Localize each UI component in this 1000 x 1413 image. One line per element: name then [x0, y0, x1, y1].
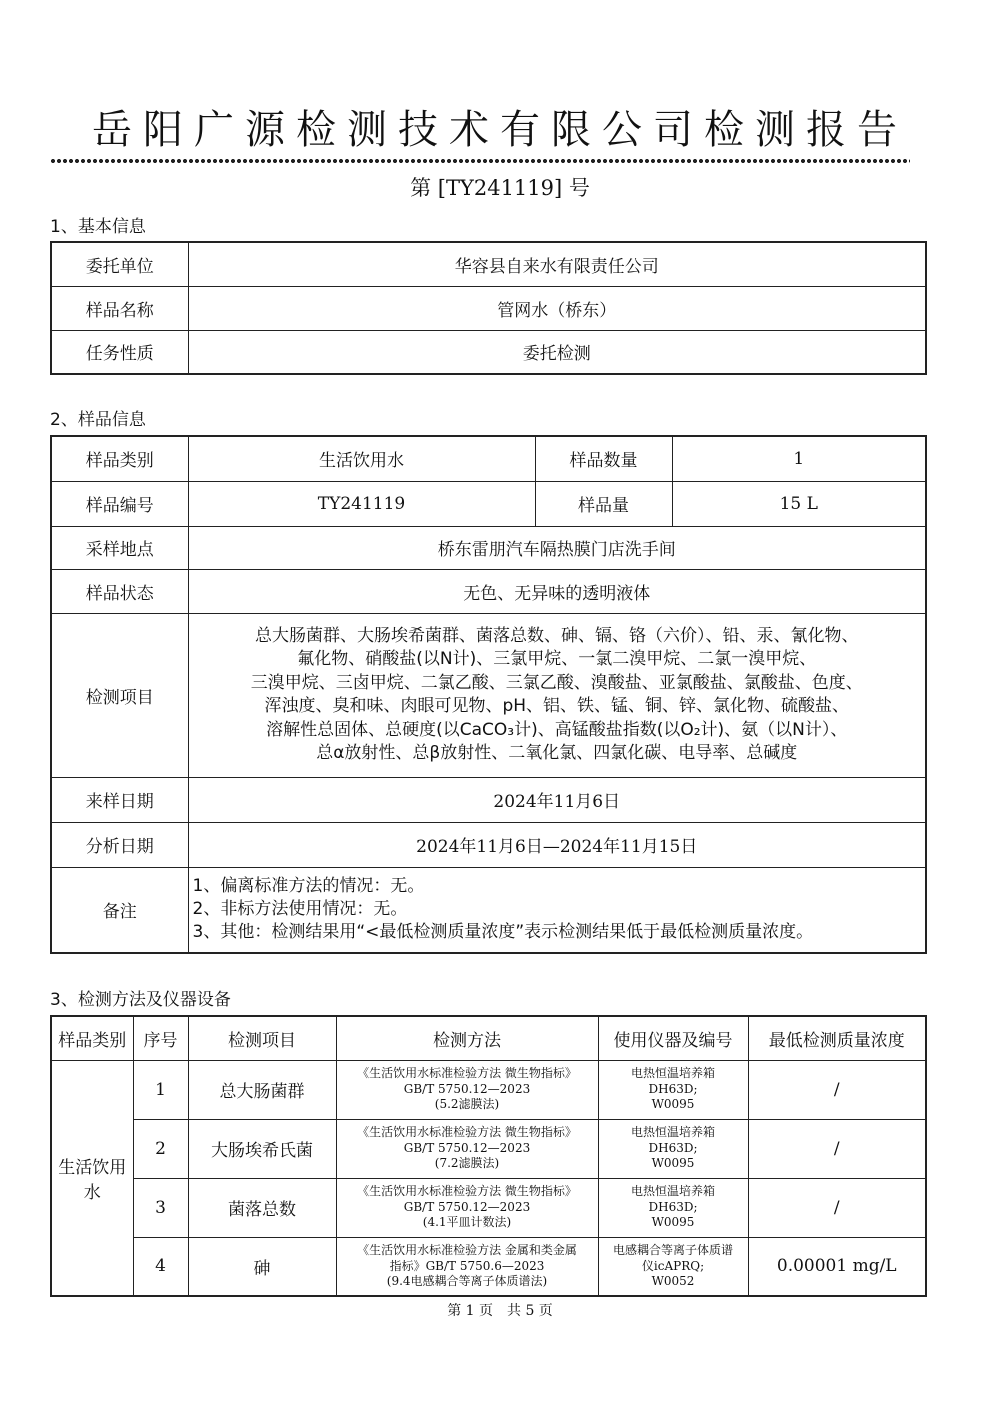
method-line: 指标》GB/T 5750.6—2023	[389, 1258, 545, 1273]
analysis-date-label: 分析日期	[51, 822, 188, 867]
instrument-line: W0095	[651, 1097, 695, 1112]
table-row	[51, 526, 926, 569]
test-items-label: 检测项目	[51, 613, 188, 777]
basic-info-table	[50, 241, 927, 375]
sample-number-value: TY241119	[188, 481, 535, 526]
table-row	[51, 481, 926, 526]
instrument-line: W0052	[651, 1274, 695, 1288]
row-no: 2	[133, 1119, 188, 1178]
row-limit: 0.00001 mg/L	[748, 1237, 926, 1296]
row-method	[336, 1237, 598, 1296]
methods-table	[50, 1015, 927, 1297]
method-line: 《生活饮用水标准检验方法 微生物指标》	[357, 1066, 577, 1081]
row-no: 1	[133, 1060, 188, 1119]
table-row	[51, 569, 926, 613]
remarks-value	[188, 867, 926, 953]
instrument-line: DH63D;	[648, 1140, 698, 1155]
method-line: 《生活饮用水标准检验方法 微生物指标》	[357, 1184, 577, 1199]
section-basic-info-heading: 1、基本信息	[50, 217, 146, 237]
row-instrument	[598, 1119, 748, 1178]
table-header-row	[51, 1016, 926, 1060]
row-no: 4	[133, 1237, 188, 1296]
method-line: (9.4电感耦合等离子体质谱法)	[386, 1274, 548, 1288]
header-no: 序号	[133, 1016, 188, 1060]
row-instrument	[598, 1178, 748, 1237]
row-item: 砷	[188, 1237, 336, 1296]
page-number: 第 1 页 共 5 页	[447, 1303, 553, 1319]
report-title: 岳阳广源检测技术有限公司检测报告	[92, 107, 908, 153]
method-line: GB/T 5750.12—2023	[403, 1140, 531, 1155]
row-method	[336, 1119, 598, 1178]
client-label: 委托单位	[51, 242, 188, 286]
method-sample-category: 生活饮用水	[51, 1060, 133, 1296]
table-row	[51, 1178, 926, 1237]
table-row	[51, 286, 926, 330]
remark-line: 2、非标方法使用情况：无。	[192, 899, 408, 920]
row-item: 总大肠菌群	[188, 1060, 336, 1119]
instrument-line: 电热恒温培养箱	[630, 1125, 715, 1140]
instrument-line: 电感耦合等离子体质谱	[612, 1243, 733, 1257]
test-items-line: 氟化物、硝酸盐(以N计)、三氯甲烷、一氯二溴甲烷、二氯一溴甲烷、	[297, 649, 817, 669]
row-limit: /	[748, 1060, 926, 1119]
test-items-line: 溶解性总固体、总硬度(以CaCO₃计)、高锰酸盐指数(以O₂计)、氨（以N计）、	[266, 719, 848, 740]
sample-amount-label: 样品量	[535, 481, 672, 526]
header-test-method: 检测方法	[336, 1016, 598, 1060]
method-line: (7.2滤膜法)	[434, 1156, 500, 1171]
instrument-line: DH63D;	[648, 1081, 698, 1096]
row-no: 3	[133, 1178, 188, 1237]
method-line: GB/T 5750.12—2023	[403, 1081, 531, 1096]
analysis-date-value: 2024年11月6日—2024年11月15日	[188, 822, 926, 867]
instrument-line: 仪icAPRQ;	[641, 1258, 705, 1273]
received-date-label: 来样日期	[51, 777, 188, 822]
sample-category-value: 生活饮用水	[188, 436, 535, 481]
test-items-line: 总大肠菌群、大肠埃希菌群、菌落总数、砷、镉、铬（六价）、铅、汞、氰化物、	[255, 625, 859, 646]
row-instrument	[598, 1237, 748, 1296]
test-items-line: 浑浊度、臭和味、肉眼可见物、pH、铝、铁、锰、铜、锌、氯化物、硫酸盐、	[264, 696, 850, 716]
sample-amount-value: 15 L	[672, 481, 926, 526]
remark-line: 1、偏离标准方法的情况：无。	[192, 876, 425, 897]
sampling-location-value: 桥东雷朋汽车隔热膜门店洗手间	[188, 526, 926, 569]
table-row	[51, 242, 926, 286]
section-sample-info-heading: 2、样品信息	[50, 410, 146, 430]
table-row	[51, 436, 926, 481]
sample-name-label: 样品名称	[51, 286, 188, 330]
sample-state-value: 无色、无异味的透明液体	[188, 569, 926, 613]
test-items-line: 总α放射性、总β放射性、二氧化氯、四氯化碳、电导率、总碱度	[316, 743, 798, 763]
task-type-label: 任务性质	[51, 330, 188, 374]
received-date-value: 2024年11月6日	[188, 777, 926, 822]
sample-category-label: 样品类别	[51, 436, 188, 481]
header-test-item: 检测项目	[188, 1016, 336, 1060]
test-items-value	[188, 613, 926, 777]
row-method	[336, 1060, 598, 1119]
sample-quantity-value: 1	[672, 436, 926, 481]
row-item: 大肠埃希氏菌	[188, 1119, 336, 1178]
row-instrument	[598, 1060, 748, 1119]
method-line: 《生活饮用水标准检验方法 微生物指标》	[357, 1125, 577, 1140]
table-row	[51, 1237, 926, 1296]
sample-info-table	[50, 435, 927, 954]
remarks-label: 备注	[51, 867, 188, 953]
table-row	[51, 867, 926, 953]
instrument-line: DH63D;	[648, 1199, 698, 1214]
table-row	[51, 822, 926, 867]
row-limit: /	[748, 1119, 926, 1178]
sample-state-label: 样品状态	[51, 569, 188, 613]
row-limit: /	[748, 1178, 926, 1237]
remark-line: 3、其他：检测结果用“<最低检测质量浓度”表示检测结果低于最低检测质量浓度。	[192, 922, 814, 943]
method-line: GB/T 5750.12—2023	[403, 1199, 531, 1214]
header-detection-limit: 最低检测质量浓度	[748, 1016, 926, 1060]
sample-name-value: 管网水（桥东）	[188, 286, 926, 330]
method-line: (5.2滤膜法)	[434, 1097, 500, 1112]
sampling-location-label: 采样地点	[51, 526, 188, 569]
row-item: 菌落总数	[188, 1178, 336, 1237]
report-number: 第 [TY241119] 号	[410, 176, 590, 200]
dotted-divider	[50, 158, 910, 164]
test-items-line: 三溴甲烷、三卤甲烷、二氯乙酸、三氯乙酸、溴酸盐、亚氯酸盐、氯酸盐、色度、	[250, 672, 863, 693]
instrument-line: W0095	[651, 1156, 695, 1171]
table-row	[51, 613, 926, 777]
instrument-line: W0095	[651, 1215, 695, 1230]
header-instrument: 使用仪器及编号	[598, 1016, 748, 1060]
sample-number-label: 样品编号	[51, 481, 188, 526]
instrument-line: 电热恒温培养箱	[630, 1066, 715, 1081]
table-row	[51, 1119, 926, 1178]
method-line: 《生活饮用水标准检验方法 金属和类金属	[357, 1243, 577, 1257]
section-methods-heading: 3、检测方法及仪器设备	[50, 990, 231, 1010]
client-value: 华容县自来水有限责任公司	[188, 242, 926, 286]
table-row	[51, 777, 926, 822]
instrument-line: 电热恒温培养箱	[630, 1184, 715, 1199]
task-type-value: 委托检测	[188, 330, 926, 374]
row-method	[336, 1178, 598, 1237]
table-row	[51, 330, 926, 374]
table-row	[51, 1060, 926, 1119]
header-sample-category: 样品类别	[51, 1016, 133, 1060]
method-line: (4.1平皿计数法)	[422, 1215, 512, 1230]
sample-quantity-label: 样品数量	[535, 436, 672, 481]
